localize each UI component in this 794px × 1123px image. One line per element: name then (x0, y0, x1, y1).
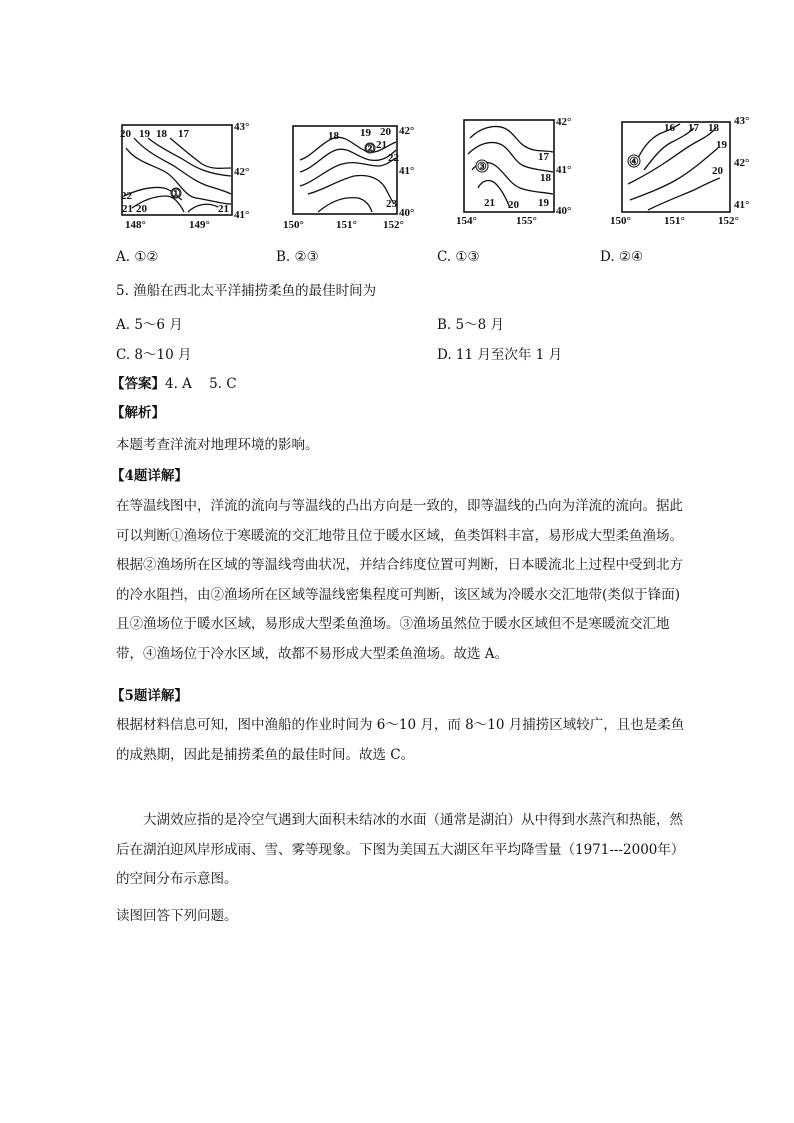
isotherm-label: 18 (156, 128, 167, 140)
longitude-label: 151° (336, 219, 357, 231)
isotherm-label: 19 (360, 127, 371, 139)
isotherm-label: 18 (540, 172, 551, 184)
isotherm-label: 17 (178, 128, 189, 140)
isotherm-map-2 (278, 108, 428, 232)
isotherm-label: 16 (664, 122, 675, 134)
fishing-ground-marker: ③ (477, 161, 487, 173)
q5-stem: 5. 渔船在西北太平洋捕捞柔鱼的最佳时间为 (116, 283, 377, 299)
isotherm-label: 17 (538, 151, 549, 163)
isotherm-label: 20 (380, 126, 391, 138)
longitude-label: 150° (610, 215, 631, 227)
isotherm-label: 19 (538, 197, 549, 209)
longitude-label: 154° (456, 215, 477, 227)
q5-option-d: D. 11 月至次年 1 月 (437, 347, 563, 363)
q4-option-a: A. ①② (116, 249, 159, 265)
latitude-label: 42° (556, 116, 572, 128)
latitude-label: 40° (556, 205, 572, 217)
latitude-label: 41° (234, 209, 250, 221)
latitude-label: 41° (556, 164, 572, 176)
isotherm-label: 19 (139, 128, 150, 140)
isotherm-label: 21 (484, 197, 495, 209)
q5-option-b: B. 5～8 月 (437, 317, 504, 333)
q5-option-c: C. 8～10 月 (116, 347, 192, 363)
isotherm-label: 18 (328, 130, 339, 142)
q5-explanation-heading: 【5题详解】 (111, 688, 188, 704)
isotherm-label: 22 (388, 152, 399, 164)
isotherm-label: 19 (716, 139, 727, 151)
longitude-label: 149° (189, 219, 210, 231)
answer-label: 【答案】 (111, 376, 165, 392)
isotherm-map-3 (448, 108, 598, 232)
isotherm-label: 20 (712, 165, 723, 177)
longitude-label: 152° (383, 219, 404, 231)
analysis-heading: 【解析】 (111, 405, 165, 421)
q4-option-c: C. ①③ (437, 249, 480, 265)
isotherm-map-1 (112, 108, 262, 232)
reading-prompt: 读图回答下列问题。 (116, 908, 238, 924)
isotherm-label: 20 (120, 128, 131, 140)
isotherm-label: 21 (218, 203, 229, 215)
q5-explanation-text: 根据材料信息可知，图中渔船的作业时间为 6～10 月，而 8～10 月捕捞区域较广，且也是柔鱼的成熟期，因此是捕捞柔鱼的最佳时间。故选 C。 (116, 717, 685, 763)
isotherm-label: 21 (122, 203, 133, 215)
answer-line (111, 374, 237, 394)
isotherm-map-4 (608, 108, 768, 232)
isotherm-label: 20 (508, 199, 519, 211)
isotherm-label: 18 (708, 122, 719, 134)
q4-option-b: B. ②③ (276, 249, 319, 265)
latitude-label: 43° (734, 115, 750, 127)
lake-effect-passage: 大湖效应指的是冷空气遇到大面积未结冰的水面（通常是湖泊）从中得到水蒸汽和热能，然后在湖泊迎风岸形成雨、雪、雾等现象。下图为美国五大湖区年平均降雪量（1971---2000年）的空间分布示意图。 (116, 812, 685, 887)
latitude-label: 41° (734, 199, 750, 211)
isotherm-label: 21 (376, 139, 387, 151)
q4-option-d: D. ②④ (600, 249, 644, 265)
longitude-label: 155° (516, 215, 537, 227)
isotherm-label: 20 (136, 203, 147, 215)
latitude-label: 42° (734, 157, 750, 169)
longitude-label: 151° (664, 215, 685, 227)
fishing-ground-marker: ④ (629, 156, 639, 168)
fishing-ground-marker: ② (365, 143, 375, 155)
q4-explanation-heading: 【4题详解】 (111, 468, 188, 484)
isotherm-maps (0, 108, 794, 238)
isotherm-label: 23 (386, 198, 397, 210)
latitude-label: 42° (399, 125, 415, 137)
fishing-ground-marker: ① (171, 188, 181, 200)
latitude-label: 41° (399, 165, 415, 177)
q4-explanation-text: 在等温线图中，洋流的流向与等温线的凸出方向是一致的，即等温线的凸向为洋流的流向。据此可以判断①渔场位于寒暖流的交汇地带且位于暖水区域，鱼类饵料丰富，易形成大型柔鱼渔场。根据②渔场所在区域的等温线弯曲状况，并结合纬度位置可判断，日本暖流北上过程中受到北方的冷水阻挡，由②渔场所在区域等温线密集程度可判断，该区域为冷暖水交汇地带(类似于锋面)且②渔场位于暖水区域，易形成大型柔鱼渔场。③渔场虽然位于暖水区域但不是寒暖流交汇地带，④渔场位于冷水区域，故都不易形成大型柔鱼渔场。故选 A。 (116, 498, 683, 662)
analysis-intro: 本题考查洋流对地理环境的影响。 (116, 437, 319, 453)
longitude-label: 148° (125, 219, 146, 231)
latitude-label: 42° (234, 166, 250, 178)
isotherm-label: 22 (121, 190, 132, 202)
latitude-label: 43° (234, 121, 250, 133)
latitude-label: 40° (399, 207, 415, 219)
answer-text: 4. A 5. C (165, 376, 237, 392)
longitude-label: 152° (718, 215, 739, 227)
longitude-label: 150° (283, 219, 304, 231)
q5-option-a: A. 5～6 月 (116, 317, 183, 333)
isotherm-label: 17 (688, 122, 699, 134)
